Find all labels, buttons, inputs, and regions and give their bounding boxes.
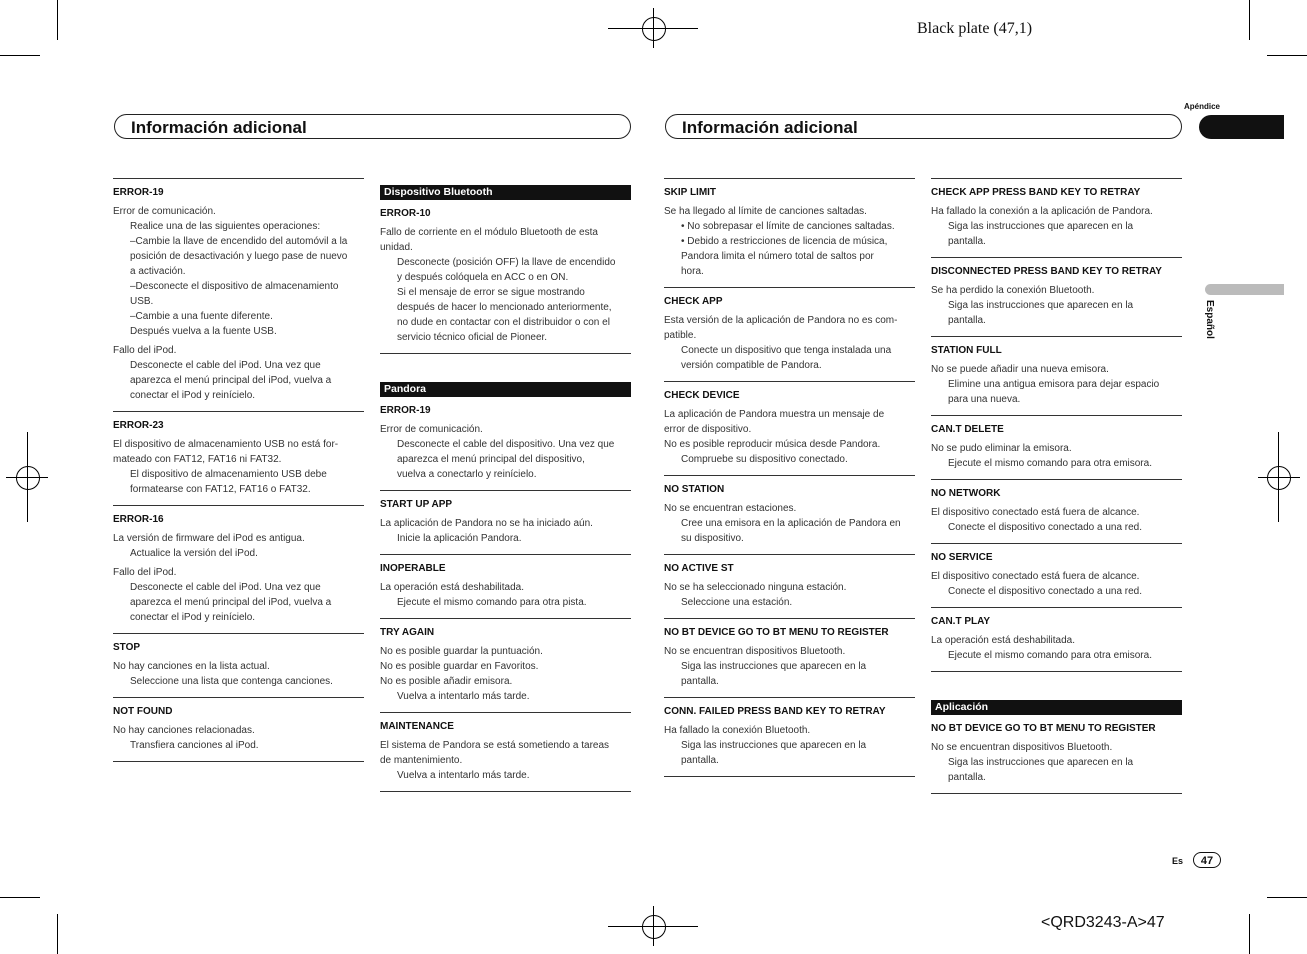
- remedy-line: hora.: [681, 266, 704, 277]
- message-entry: [113, 506, 364, 634]
- remedy-line: no dude en contactar con el distribuidor o con el: [397, 317, 610, 328]
- cause-line: El dispositivo conectado está fuera de alcance.: [931, 507, 1140, 518]
- cause-line: Ha fallado la conexión a la aplicación de Pandora.: [931, 206, 1153, 217]
- remedy-line: Transfiera canciones al iPod.: [130, 740, 259, 751]
- message-entry: [664, 179, 915, 288]
- remedy-line: Compruebe su dispositivo conectado.: [681, 454, 848, 465]
- cause-line: Error de comunicación.: [380, 424, 483, 435]
- message-entry: [664, 288, 915, 382]
- remedy-line: posición de desactivación y luego pase de nuevo: [130, 251, 348, 262]
- remedy-line: Conecte el dispositivo conectado a una red.: [948, 522, 1143, 533]
- remedy-line: USB.: [130, 296, 154, 307]
- remedy-line: aparezca el menú principal del iPod, vuelva a: [130, 375, 332, 386]
- remedy-line: Siga las instrucciones que aparecen en la: [681, 661, 867, 672]
- remedy-line: Pandora limita el número total de saltos por: [681, 251, 874, 262]
- remedy-line: Si el mensaje de error se sigue mostrando: [397, 287, 585, 298]
- message-entry: [380, 713, 631, 792]
- remedy-line: –Desconecte el dispositivo de almacenamiento: [130, 281, 339, 292]
- message-title: CAN.T PLAY: [931, 616, 991, 627]
- cause-line: Fallo del iPod.: [113, 567, 177, 578]
- message-entry: [113, 698, 364, 762]
- remedy-line: Desconecte el cable del iPod. Una vez que: [130, 360, 321, 371]
- remedy-line: Seleccione una lista que contenga canciones.: [130, 676, 333, 687]
- cause-line: La operación está deshabilitada.: [380, 582, 524, 593]
- message-entry: [380, 619, 631, 713]
- crop-mark: [1249, 0, 1250, 40]
- cause-line: Fallo de corriente en el módulo Bluetooth de esta: [380, 227, 598, 238]
- message-title: STATION FULL: [931, 345, 1002, 356]
- document-code: <QRD3243-A>47: [1041, 914, 1165, 931]
- remedy-line: pantalla.: [948, 772, 986, 783]
- remedy-line: para una nueva.: [948, 394, 1021, 405]
- remedy-line: Ejecute el mismo comando para otra emisora.: [948, 650, 1152, 661]
- cause-line: No hay canciones relacionadas.: [113, 725, 255, 736]
- remedy-line: –Cambie la llave de encendido del automóvil a la: [130, 236, 348, 247]
- remedy-line: –Cambie a una fuente diferente.: [130, 311, 273, 322]
- message-title: CHECK APP PRESS BAND KEY TO RETRAY: [931, 187, 1141, 198]
- message-entry: [931, 715, 1182, 794]
- remedy-line: pantalla.: [681, 755, 719, 766]
- remedy-line: aparezca el menú principal del dispositivo,: [397, 454, 585, 465]
- remedy-line: Elimine una antigua emisora para dejar espacio: [948, 379, 1160, 390]
- message-entry: [931, 416, 1182, 480]
- section-title-left: Información adicional: [114, 114, 631, 139]
- message-title: DISCONNECTED PRESS BAND KEY TO RETRAY: [931, 266, 1162, 277]
- cause-line: unidad.: [380, 242, 413, 253]
- message-entry: [380, 491, 631, 555]
- cause-line: El dispositivo de almacenamiento USB no está for-: [113, 439, 339, 450]
- remedy-line: Realice una de las siguientes operaciones:: [130, 221, 321, 232]
- cause-line: Fallo del iPod.: [113, 345, 177, 356]
- language-tab-label: Español: [1204, 300, 1215, 339]
- remedy-line: conectar el iPod y reinícielo.: [130, 390, 256, 401]
- message-title: NO BT DEVICE GO TO BT MENU TO REGISTER: [664, 627, 889, 638]
- cause-line: No es posible guardar en Favoritos.: [380, 661, 539, 672]
- cause-line: No se ha seleccionado ninguna estación.: [664, 582, 847, 593]
- remedy-line: Siga las instrucciones que aparecen en la: [948, 300, 1134, 311]
- section-header-pandora: Pandora: [380, 382, 631, 397]
- message-title: INOPERABLE: [380, 563, 446, 574]
- remedy-line: Después vuelva a la fuente USB.: [130, 326, 277, 337]
- message-entry: [931, 179, 1182, 258]
- remedy-line: Actualice la versión del iPod.: [130, 548, 258, 559]
- cause-line: La versión de firmware del iPod es antigua.: [113, 533, 305, 544]
- message-entry: [113, 634, 364, 698]
- remedy-line: • Debido a restricciones de licencia de música,: [681, 236, 888, 247]
- message-entry: [931, 480, 1182, 544]
- remedy-line: Ejecute el mismo comando para otra emisora.: [948, 458, 1152, 469]
- message-title: MAINTENANCE: [380, 721, 454, 732]
- message-entry: [664, 619, 915, 698]
- message-title: SKIP LIMIT: [664, 187, 717, 198]
- message-title: CONN. FAILED PRESS BAND KEY TO RETRAY: [664, 706, 886, 717]
- language-tab-marker: [1205, 284, 1284, 295]
- remedy-line: pantalla.: [948, 315, 986, 326]
- message-entry: [931, 258, 1182, 337]
- section-header-bluetooth: Dispositivo Bluetooth: [380, 185, 631, 200]
- appendix-tab: [1199, 115, 1284, 139]
- entry-list-col2b: [380, 397, 631, 792]
- remedy-line: Desconecte el cable del iPod. Una vez que: [130, 582, 321, 593]
- cause-line: El sistema de Pandora se está sometiendo a tareas: [380, 740, 610, 751]
- appendix-label: Apéndice: [1184, 102, 1221, 111]
- remedy-line: y después colóquela en ACC o en ON.: [397, 272, 569, 283]
- message-entry: [664, 382, 915, 476]
- plate-label: Black plate (47,1): [917, 20, 1033, 37]
- message-title: ERROR-19: [380, 405, 431, 416]
- remedy-line: Vuelva a intentarlo más tarde.: [397, 770, 530, 781]
- remedy-line: Seleccione una estación.: [681, 597, 793, 608]
- section-title-right: Información adicional: [665, 114, 1182, 139]
- remedy-line: Desconecte el cable del dispositivo. Una vez que: [397, 439, 615, 450]
- message-title: ERROR-19: [113, 187, 164, 198]
- remedy-line: versión compatible de Pandora.: [681, 360, 822, 371]
- remedy-line: después de hacer lo mencionado anteriormente,: [397, 302, 612, 313]
- remedy-line: servicio técnico oficial de Pioneer.: [397, 332, 548, 343]
- remedy-line: Siga las instrucciones que aparecen en la: [681, 740, 867, 751]
- column-1: [113, 178, 364, 762]
- remedy-line: Inicie la aplicación Pandora.: [397, 533, 522, 544]
- message-title: NO BT DEVICE GO TO BT MENU TO REGISTER: [931, 723, 1156, 734]
- remedy-line: Siga las instrucciones que aparecen en la: [948, 757, 1134, 768]
- remedy-line: formatearse con FAT12, FAT16 o FAT32.: [130, 484, 311, 495]
- message-title: CHECK DEVICE: [664, 390, 740, 401]
- remedy-line: Cree una emisora en la aplicación de Pandora en: [681, 518, 901, 529]
- message-title: ERROR-23: [113, 420, 164, 431]
- message-entry: [931, 608, 1182, 672]
- message-title: START UP APP: [380, 499, 453, 510]
- cause-line: El dispositivo conectado está fuera de alcance.: [931, 571, 1140, 582]
- cause-line: No se encuentran estaciones.: [664, 503, 797, 514]
- cause-line: La aplicación de Pandora muestra un mensaje de: [664, 409, 885, 420]
- cause-line: No hay canciones en la lista actual.: [113, 661, 270, 672]
- page-number: 47: [1193, 852, 1221, 868]
- cause-line: Ha fallado la conexión Bluetooth.: [664, 725, 811, 736]
- remedy-line: Ejecute el mismo comando para otra pista.: [397, 597, 587, 608]
- message-title: NO SERVICE: [931, 552, 993, 563]
- column-2: [380, 185, 631, 792]
- message-title: ERROR-10: [380, 208, 431, 219]
- cause-line: La aplicación de Pandora no se ha iniciado aún.: [380, 518, 593, 529]
- entry-list-col3: [664, 179, 915, 777]
- message-entry: [113, 412, 364, 506]
- remedy-line: pantalla.: [681, 676, 719, 687]
- cause-line: Se ha llegado al límite de canciones saltadas.: [664, 206, 867, 217]
- language-code: Es: [1172, 856, 1184, 866]
- message-entry: [380, 555, 631, 619]
- remedy-line: vuelva a conectarlo y reinícielo.: [397, 469, 537, 480]
- cause-line: No es posible guardar la puntuación.: [380, 646, 543, 657]
- message-entry: [113, 179, 364, 412]
- remedy-line: aparezca el menú principal del iPod, vuelva a: [130, 597, 332, 608]
- crop-mark: [0, 897, 40, 898]
- message-title: CHECK APP: [664, 296, 723, 307]
- cause-line: error de dispositivo.: [664, 424, 752, 435]
- cause-line: mateado con FAT12, FAT16 ni FAT32.: [113, 454, 282, 465]
- column-3: [664, 178, 915, 777]
- message-entry: [664, 476, 915, 555]
- entry-list-col4a: [931, 179, 1182, 672]
- message-entry: [664, 555, 915, 619]
- cause-line: patible.: [664, 330, 697, 341]
- cause-line: No se pudo eliminar la emisora.: [931, 443, 1072, 454]
- remedy-line: • No sobrepasar el límite de canciones saltadas.: [681, 221, 895, 232]
- remedy-line: Desconecte (posición OFF) la llave de encendido: [397, 257, 616, 268]
- message-title: STOP: [113, 642, 141, 653]
- column-4: [931, 178, 1182, 794]
- cause-line: Error de comunicación.: [113, 206, 216, 217]
- cause-line: Se ha perdido la conexión Bluetooth.: [931, 285, 1095, 296]
- cause-line: No se puede añadir una nueva emisora.: [931, 364, 1109, 375]
- remedy-line: El dispositivo de almacenamiento USB debe: [130, 469, 327, 480]
- remedy-line: conectar el iPod y reinícielo.: [130, 612, 256, 623]
- remedy-line: su dispositivo.: [681, 533, 744, 544]
- message-entry: [931, 544, 1182, 608]
- message-entry: [664, 698, 915, 777]
- remedy-line: pantalla.: [948, 236, 986, 247]
- message-title: NO ACTIVE ST: [664, 563, 734, 574]
- message-title: TRY AGAIN: [380, 627, 435, 638]
- message-title: NOT FOUND: [113, 706, 173, 717]
- cause-line: No es posible reproducir música desde Pandora.: [664, 439, 881, 450]
- entry-list-col4b: [931, 715, 1182, 794]
- cause-line: No se encuentran dispositivos Bluetooth.: [664, 646, 846, 657]
- remedy-line: Vuelva a intentarlo más tarde.: [397, 691, 530, 702]
- entry-list-col2a: [380, 200, 631, 354]
- crop-mark: [1267, 897, 1307, 898]
- message-title: NO STATION: [664, 484, 725, 495]
- message-entry: [931, 337, 1182, 416]
- crop-mark: [0, 55, 40, 56]
- remedy-line: Conecte el dispositivo conectado a una red.: [948, 586, 1143, 597]
- crop-mark: [1249, 914, 1250, 954]
- crop-mark: [1267, 55, 1307, 56]
- message-entry: [380, 200, 631, 354]
- cause-line: No se encuentran dispositivos Bluetooth.: [931, 742, 1113, 753]
- entry-list-col1: [113, 179, 364, 762]
- message-title: CAN.T DELETE: [931, 424, 1004, 435]
- crop-mark: [57, 0, 58, 40]
- cause-line: Esta versión de la aplicación de Pandora no es com-: [664, 315, 898, 326]
- message-title: ERROR-16: [113, 514, 164, 525]
- cause-line: No es posible añadir emisora.: [380, 676, 513, 687]
- cause-line: La operación está deshabilitada.: [931, 635, 1075, 646]
- section-header-aplicacion: Aplicación: [931, 700, 1182, 715]
- remedy-line: Siga las instrucciones que aparecen en la: [948, 221, 1134, 232]
- remedy-line: a activación.: [130, 266, 186, 277]
- cause-line: de mantenimiento.: [380, 755, 463, 766]
- message-title: NO NETWORK: [931, 488, 1001, 499]
- remedy-line: Conecte un dispositivo que tenga instalada una: [681, 345, 892, 356]
- message-entry: [380, 397, 631, 491]
- crop-mark: [57, 914, 58, 954]
